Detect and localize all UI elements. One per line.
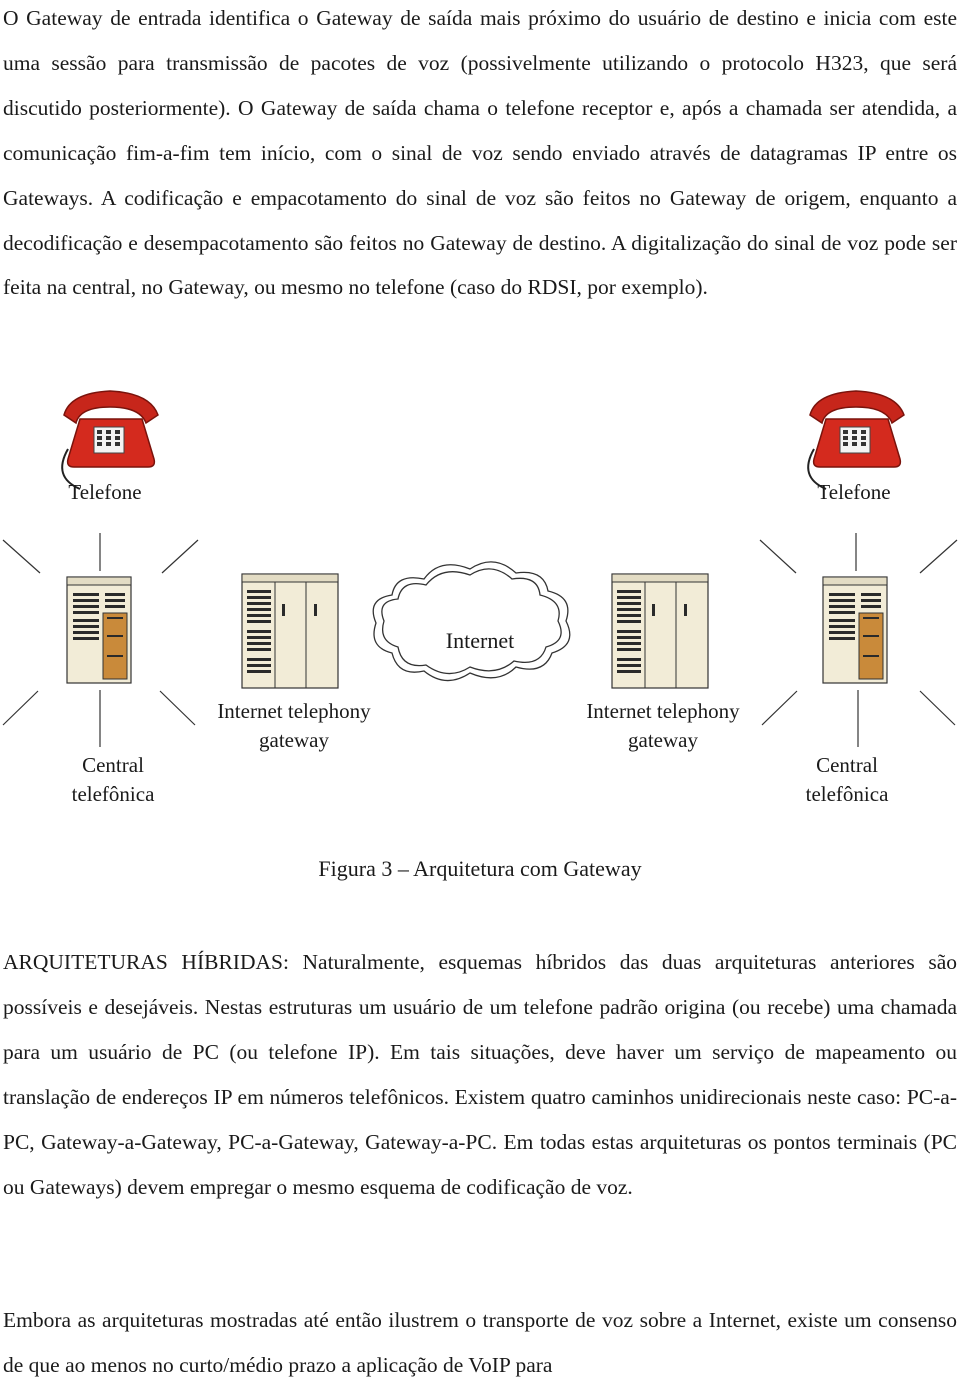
central-right-label-line1: Central [816,753,878,777]
phone-right-icon [808,391,904,489]
gateway-left-label-line1: Internet telephony [217,699,371,723]
paragraph-hybrid-architectures: ARQUITETURAS HÍBRIDAS: Naturalmente, esquemas híbridos das duas arquiteturas anteriores são possíveis e desejáveis. Nestas estruturas um usuário de um telefone padrão origina (ou recebe) uma chamada para um usuário de PC (ou telefone IP). Em tais situações, deve haver um serviço de mapeamento ou translação de endereços IP em números telefônicos. Existem quatro caminhos unidirecionais neste caso: PC-a-PC, Gateway-a-Gateway, PC-a-Gateway, Gateway-a-PC. Em todas estas arquiteturas os pontos terminais (PC ou Gateways) devem empregar o mesmo esquema de codificação de voz. [3,950,957,1199]
central-right-label-line2: telefônica [805,782,889,806]
central-left-label-line2: telefônica [71,782,155,806]
gateway-right-label-line1: Internet telephony [586,699,740,723]
central-left-icon [67,577,131,683]
central-left-label-line1: Central [82,753,144,777]
internet-cloud-label: Internet [445,628,515,653]
figure-caption: Figura 3 – Arquitetura com Gateway [318,856,642,881]
paragraph-voip-transport: Embora as arquiteturas mostradas até então ilustrem o transporte de voz sobre a Internet, existe um consenso de que ao menos no curto/médio prazo a aplicação de VoIP para [3,1308,957,1377]
phone-right-label: Telefone [817,480,891,504]
gateway-right-icon [612,574,708,688]
phone-left-icon [62,391,158,489]
gateway-right-label-line2: gateway [628,728,698,752]
gateway-left-icon [242,574,338,688]
central-right-icon [823,577,887,683]
phone-left-label: Telefone [68,480,142,504]
internet-cloud-icon [373,562,570,681]
gateway-left-label-line2: gateway [259,728,329,752]
gateway-architecture-diagram [0,385,960,825]
paragraph-gateway-session: O Gateway de entrada identifica o Gateway de saída mais próximo do usuário de destino e inicia com este uma sessão para transmissão de pacotes de voz (possivelmente utilizando o protocolo H323, que será discutido posteriormente). O Gateway de saída chama o telefone receptor e, após a chamada ser atendida, a comunicação fim-a-fim tem início, com o sinal de voz sendo enviado através de datagramas IP entre os Gateways. A codificação e empacotamento do sinal de voz são feitos no Gateway de origem, enquanto a decodificação e desempacotamento são feitos no Gateway de destino. A digitalização do sinal de voz pode ser feita na central, no Gateway, ou mesmo no telefone (caso do RDSI, por exemplo). [3,6,957,300]
